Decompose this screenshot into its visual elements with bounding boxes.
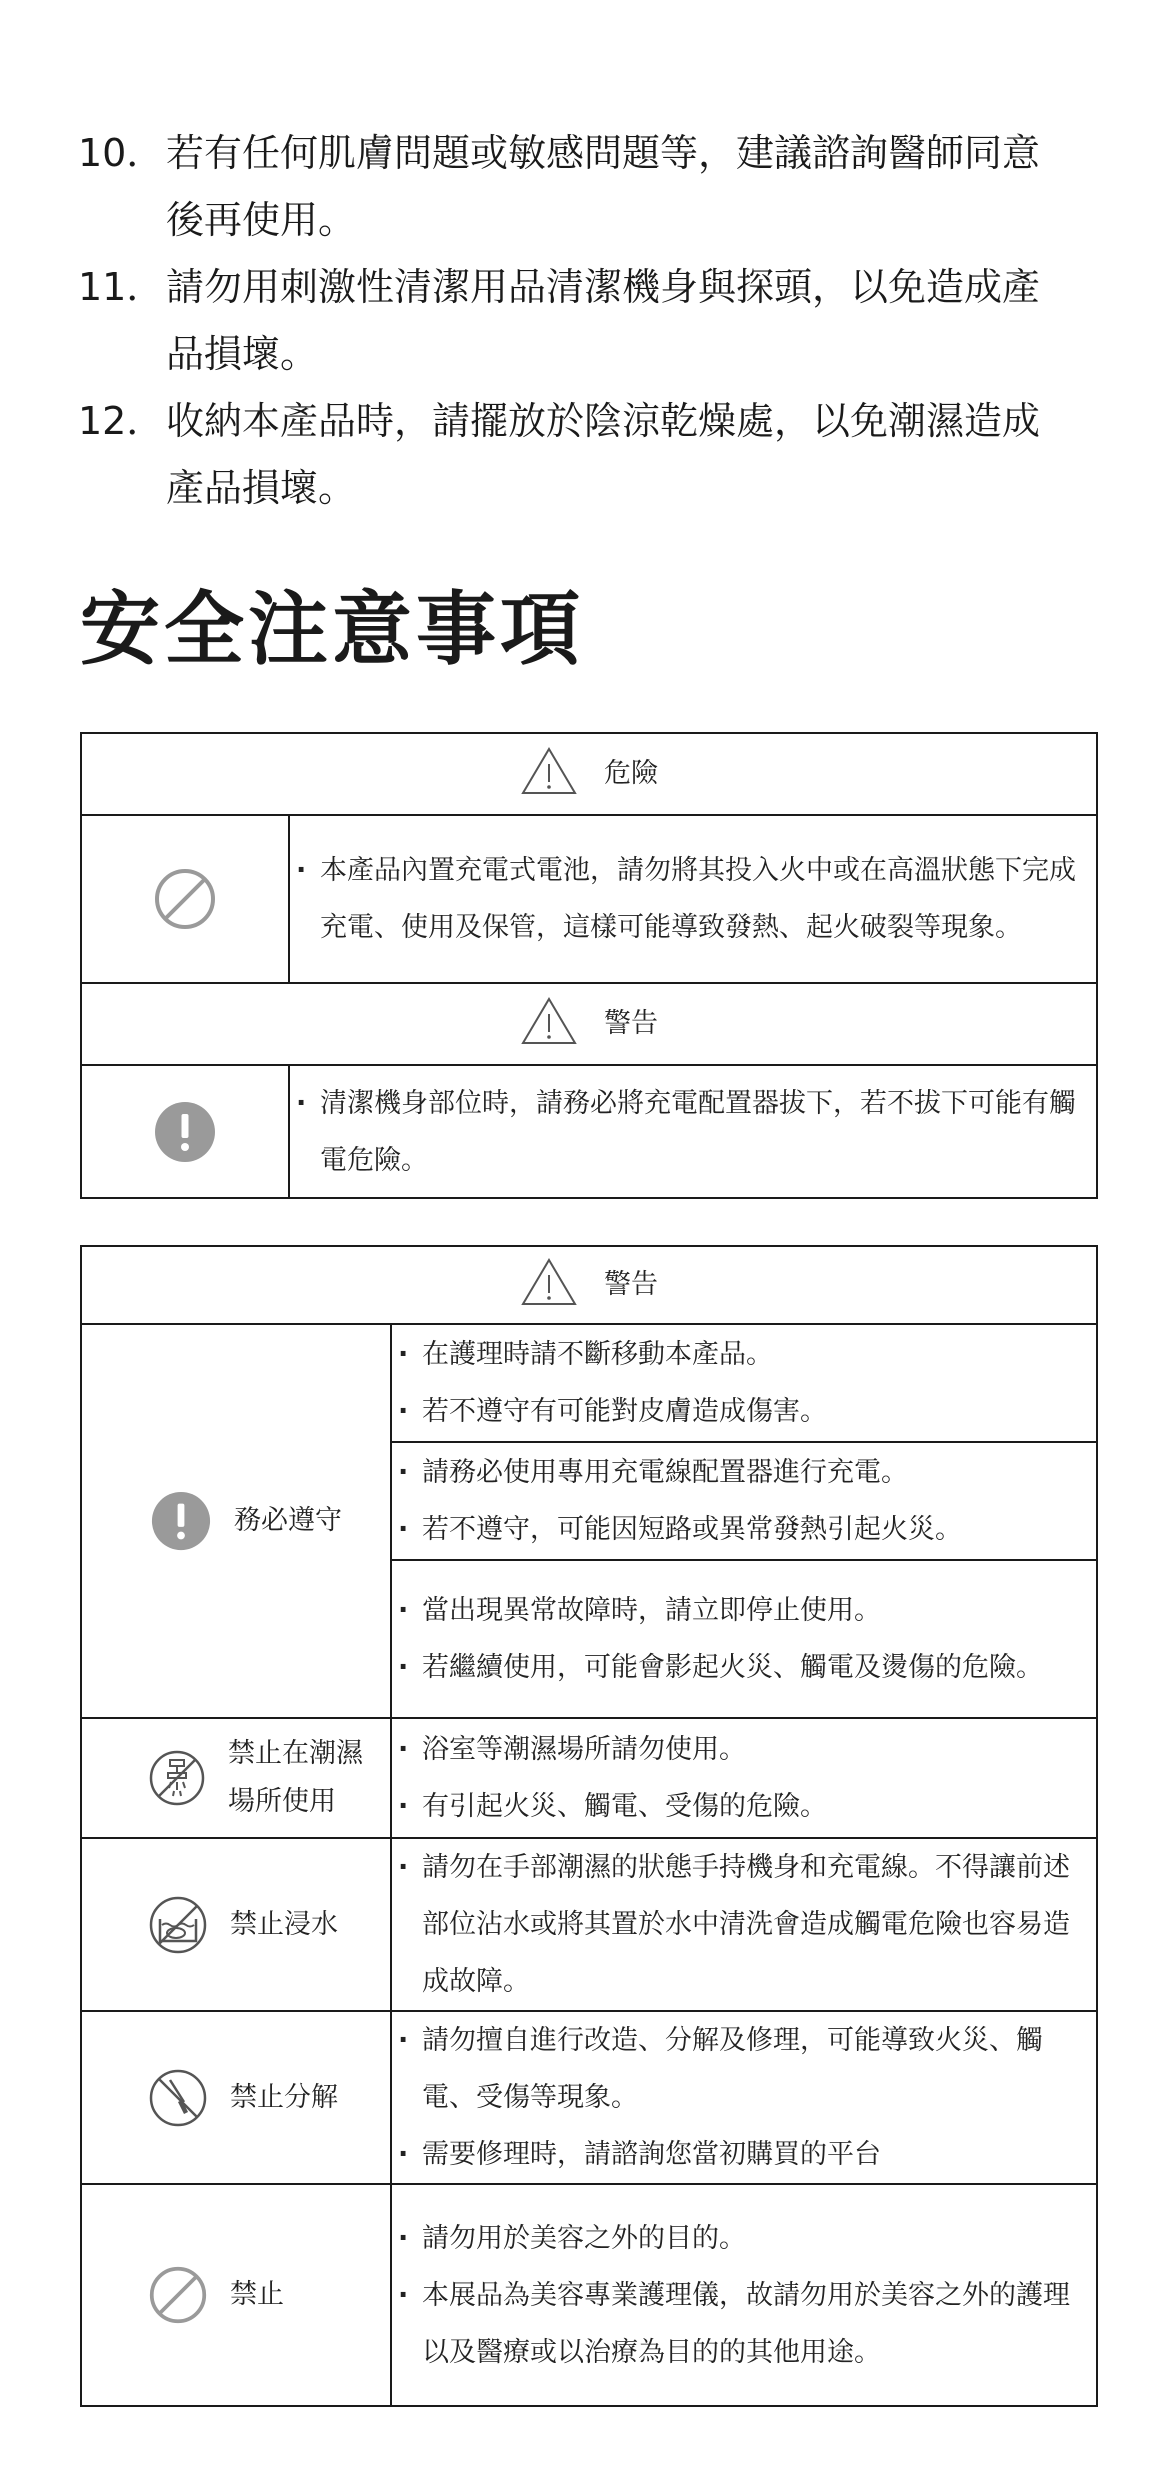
no-water-immersion-icon: [148, 1895, 208, 1955]
wet-place-label: 禁止在潮濕 場所使用: [228, 1738, 363, 1817]
no-wet-place-icon: [148, 1749, 206, 1807]
wet-place-label-cell: [81, 1718, 391, 1838]
warning-bullet: · 清潔機身部位時，請務必將充電配置器拔下，若不拔下可能有觸電危險。: [290, 1075, 1096, 1189]
item-number: 10．: [78, 131, 165, 175]
bullet: · 有引起火災、觸電、受傷的危險。: [392, 1778, 1096, 1835]
danger-text-cell: [289, 815, 1097, 983]
bullet: · 浴室等潮濕場所請勿使用。: [392, 1721, 1096, 1778]
wet-place-text-cell: [391, 1718, 1097, 1838]
list-item: [78, 388, 1098, 522]
prohibited-label: 禁止: [230, 2279, 284, 2310]
bullet: · 當出現異常故障時，請立即停止使用。: [392, 1582, 1096, 1639]
must-group-cell: [391, 1560, 1097, 1718]
bullet: · 請勿在手部潮濕的狀態手持機身和充電線。不得讓前述部位沾水或將其置於水中清洗會造成觸電危險也容易造成故障。: [392, 1839, 1096, 2010]
danger-table: [80, 732, 1098, 1199]
immersion-text-cell: [391, 1838, 1097, 2011]
item-text: 若有任何肌膚問題或敏感問題等，建議諮詢醫師同意後再使用。: [166, 131, 1041, 242]
prohibited-icon: [148, 2265, 208, 2325]
item-number: 12．: [78, 399, 165, 443]
must-group-cell: [391, 1324, 1097, 1442]
disassembly-text-cell: [391, 2011, 1097, 2184]
item-number: 11．: [78, 265, 165, 309]
danger-icon-cell: [81, 815, 289, 983]
section-title: 安全注意事項: [80, 583, 584, 676]
immersion-label: 禁止浸水: [230, 1908, 338, 1940]
prohibited-label-cell: [81, 2184, 391, 2406]
bullet: · 若不遵守，可能因短路或異常發熱引起火災。: [392, 1501, 1096, 1558]
prohibited-icon: [153, 867, 217, 931]
warning-header-label: 警告: [604, 1008, 658, 1039]
immersion-label-cell: [81, 1838, 391, 2011]
must-label: 務必遵守: [234, 1505, 342, 1536]
warning-triangle-icon: [520, 996, 578, 1046]
must-group-cell: [391, 1442, 1097, 1560]
item-text: 請勿用刺激性清潔用品清潔機身與探頭，以免造成產品損壞。: [166, 265, 1041, 376]
warning-text-cell: [289, 1065, 1097, 1198]
danger-header-label: 危險: [604, 758, 658, 789]
list-item: [78, 120, 1098, 254]
warning-icon-cell: [81, 1065, 289, 1198]
warning-header-cell: [81, 983, 1097, 1065]
exclamation-icon: [150, 1490, 212, 1552]
must-label-cell: [81, 1324, 391, 1718]
bullet: · 請務必使用專用充電線配置器進行充電。: [392, 1444, 1096, 1501]
exclamation-icon: [153, 1100, 217, 1164]
warning-triangle-icon: [520, 1257, 578, 1307]
item-text: 收納本產品時，請擺放於陰涼乾燥處，以免潮濕造成產品損壞。: [166, 399, 1041, 510]
bullet: · 請勿用於美容之外的目的。: [392, 2210, 1096, 2267]
warning-triangle-icon: [520, 746, 578, 796]
bullet: · 請勿擅自進行改造、分解及修理，可能導致火災、觸電、受傷等現象。: [392, 2012, 1096, 2126]
bullet: · 若繼續使用，可能會影起火災、觸電及燙傷的危險。: [392, 1639, 1096, 1696]
numbered-list: [78, 120, 1098, 522]
bullet: · 若不遵守有可能對皮膚造成傷害。: [392, 1383, 1096, 1440]
disassembly-label: 禁止分解: [230, 2081, 338, 2113]
prohibited-text-cell: [391, 2184, 1097, 2406]
bullet: · 需要修理時，請諮詢您當初購買的平台: [392, 2126, 1096, 2183]
danger-bullet: · 本產品內置充電式電池，請勿將其投入火中或在高溫狀態下完成充電、使用及保管，這樣可能導致發熱、起火破裂等現象。: [290, 842, 1096, 956]
no-disassembly-icon: [148, 2068, 208, 2128]
warning-table: [80, 1245, 1098, 2407]
bullet: · 在護理時請不斷移動本產品。: [392, 1326, 1096, 1383]
disassembly-label-cell: [81, 2011, 391, 2184]
warning-table-header-label: 警告: [604, 1269, 658, 1300]
bullet: · 本展品為美容專業護理儀，故請勿用於美容之外的護理以及醫療或以治療為目的的其他用途。: [392, 2267, 1096, 2381]
warning-table-header: [81, 1246, 1097, 1324]
danger-header-cell: [81, 733, 1097, 815]
list-item: [78, 254, 1098, 388]
